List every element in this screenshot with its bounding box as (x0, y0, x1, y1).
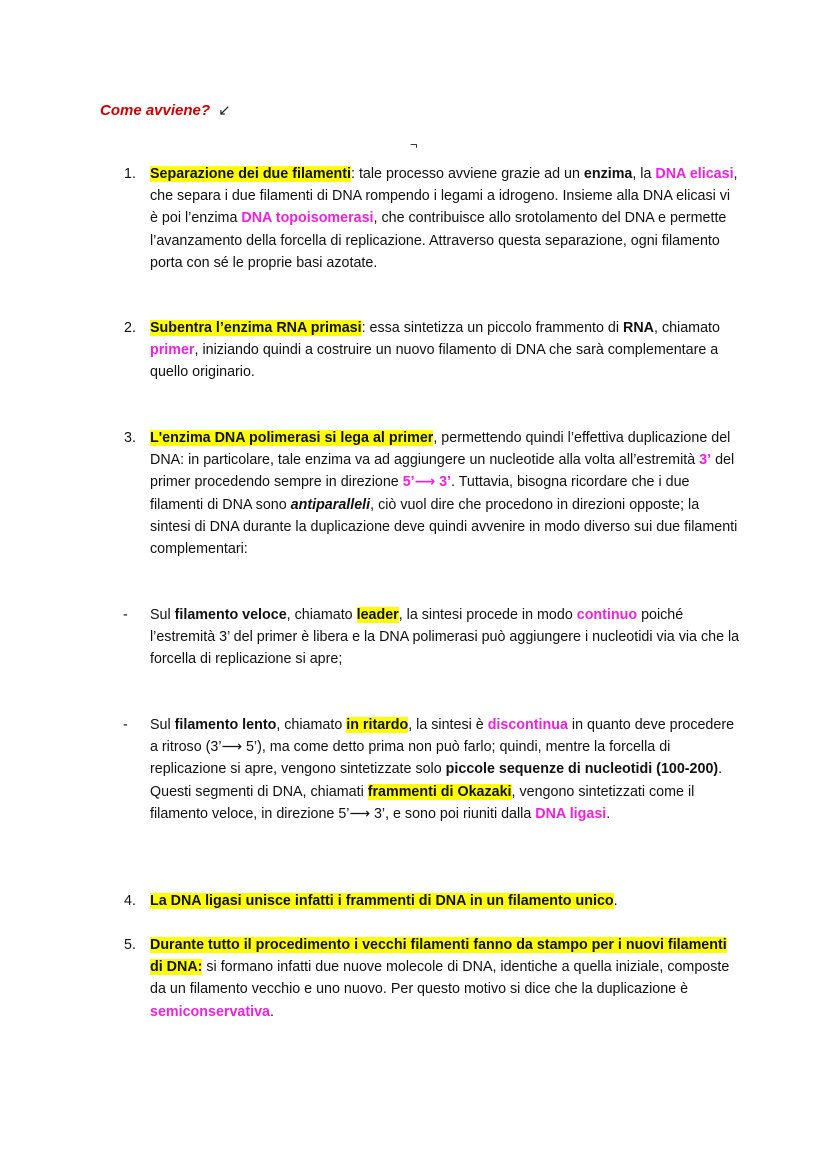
bullet-item-2 (123, 714, 740, 825)
magenta-term: DNA topoisomerasi (241, 210, 374, 227)
text: . (613, 893, 618, 909)
text: , ciò vuol dire che procedono in direzioni opposte; la sintesi di DNA durante la duplicazione deve quindi avvenire in modo diverso sui due filamenti complementari: (150, 496, 738, 558)
list-number: 2. (124, 320, 136, 336)
highlight-term: in ritardo (346, 717, 409, 733)
text: , la sintesi è (408, 717, 488, 733)
text: . (606, 805, 611, 822)
highlight-term: Durante tutto il procedimento i vecchi filamenti fanno da stampo per i nuovi filamenti di DNA: (150, 937, 727, 976)
bullet-dash: - (123, 717, 128, 733)
list-number: 4. (124, 893, 136, 909)
list-item-1 (124, 163, 740, 274)
magenta-term: discontinua (487, 717, 568, 733)
text: Sul (150, 607, 175, 623)
heading-title: Come avviene? (100, 102, 211, 119)
list-number: 3. (124, 430, 136, 446)
check-arrow-icon: ↙ (218, 102, 231, 119)
magenta-term: continuo (576, 607, 638, 623)
text: , chiamato (276, 717, 347, 733)
magenta-term: DNA ligasi (535, 805, 607, 822)
bold-term: piccole sequenze di nucleotidi (100-200) (445, 761, 719, 778)
magenta-term: semiconservativa (150, 1003, 271, 1020)
bold-term: filamento veloce (174, 607, 287, 623)
text: in quanto deve procedere a ritroso (3’⟶ 5’), ma come detto prima non può farlo; quindi, mentre la forcella di replicazione si apre, vengono sintetizzate solo (150, 717, 735, 778)
text: , chiamato (286, 607, 357, 623)
text: Sul (150, 717, 175, 733)
bold-italic-term: antiparalleli (290, 496, 371, 513)
section-heading (100, 100, 231, 122)
text: , che contribuisce allo srotolamento del DNA e permette l’avanzamento della forcella di replicazione. Attraverso questa separazione, ogni filamento porta con sé le proprie basi azotate. (150, 210, 727, 271)
highlight-term: Separazione dei due filamenti (150, 166, 352, 182)
highlight-term: Subentra l’enzima RNA primasi (150, 320, 362, 336)
bold-term: RNA (623, 320, 655, 336)
text: , che separa i due filamenti di DNA rompendo i legami a idrogeno. Insieme alla DNA elicasi vi è poi l’enzima (150, 166, 738, 227)
text: , vengono sintetizzati come il filamento veloce, in direzione 5’⟶ 3’, e sono poi riuniti dalla (150, 783, 695, 822)
list-item-2 (124, 317, 740, 384)
bold-term: filamento lento (174, 717, 277, 733)
highlight-term: La DNA ligasi unisce infatti i frammenti di DNA in un filamento unico (150, 893, 614, 909)
text: : essa sintetizza un piccolo frammento di (361, 320, 624, 336)
bullet-item-1 (123, 604, 740, 671)
text: si formano infatti due nuove molecole di DNA, identiche a quella iniziale, composte da un filamento vecchio e uno nuovo. Per questo motivo si dice che la duplicazione è (150, 959, 730, 998)
list-number: 1. (124, 166, 136, 182)
text: . Tuttavia, bisogna ricordare che i due filamenti di DNA sono (150, 474, 690, 513)
list-item-3 (124, 427, 740, 560)
highlight-term: L'enzima DNA polimerasi si lega al primer (150, 430, 434, 446)
highlight-term: frammenti di Okazaki (367, 783, 512, 800)
magenta-term: DNA elicasi (655, 166, 734, 182)
text: : tale processo avviene grazie ad un (351, 166, 584, 182)
list-item-5 (124, 934, 740, 1023)
magenta-term: 5’⟶ 3’ (402, 474, 452, 491)
text: poiché l’estremità 3’ del primer è libera e la DNA polimerasi può aggiungere i nucleotidi via via che la forcella di replicazione si apre; (150, 607, 740, 668)
list-number: 5. (124, 937, 136, 953)
text: . (270, 1003, 274, 1020)
text: del primer procedendo sempre in direzione (150, 452, 735, 491)
bold-term: enzima (583, 166, 633, 182)
text: . Questi segmenti di DNA, chiamati (150, 761, 723, 800)
text: , la (632, 166, 656, 182)
text: , permettendo quindi l’effettiva duplicazione del DNA: in particolare, tale enzima va ad aggiungere un nucleotide alla volta all’estremità (150, 430, 731, 469)
stray-mark: ¬ (410, 137, 418, 152)
highlight-term: leader (356, 607, 399, 623)
bullet-dash: - (123, 607, 128, 623)
magenta-term: 3’ (699, 452, 712, 469)
list-item-4 (124, 890, 740, 912)
text: , iniziando quindi a costruire un nuovo filamento di DNA che sarà complementare a quello originario. (150, 342, 719, 381)
text: , chiamato (654, 320, 720, 336)
text: , la sintesi procede in modo (398, 607, 577, 623)
magenta-term: primer (150, 342, 195, 359)
